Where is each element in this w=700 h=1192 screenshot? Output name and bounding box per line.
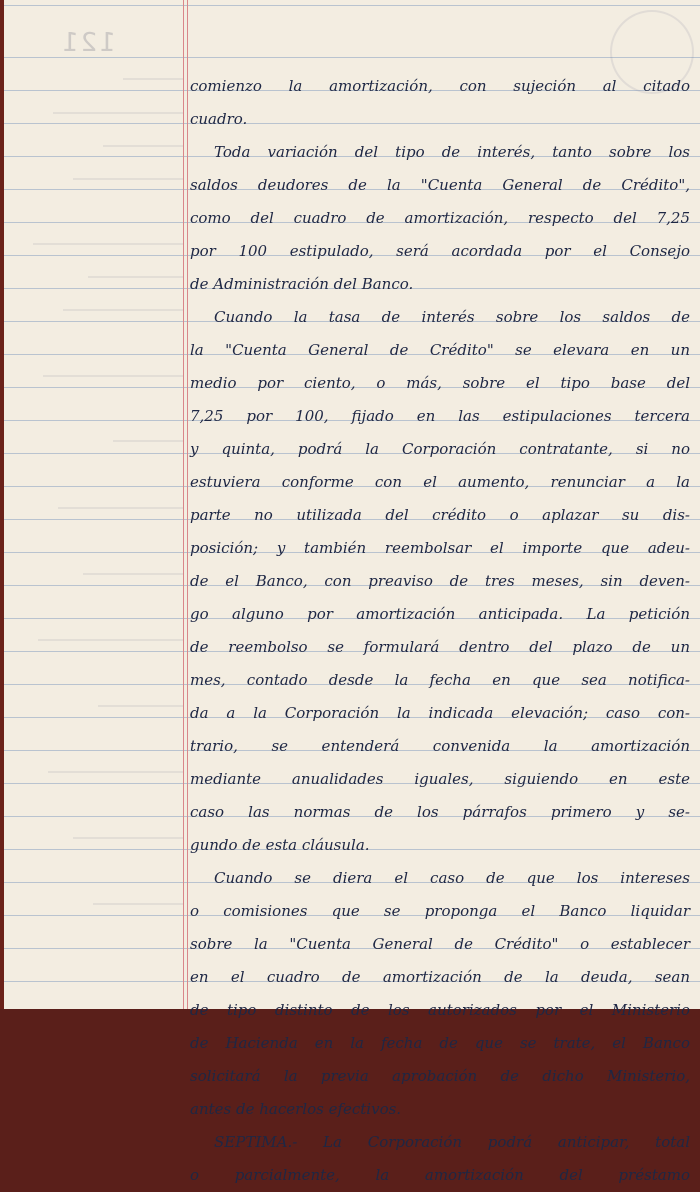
handwritten-text-block xyxy=(190,70,690,1192)
text-line: Cuando se diera el caso de que los intereses xyxy=(214,869,690,887)
text-line: por 100 estipulado, será acordada por el Consejo xyxy=(190,242,690,260)
text-line: como del cuadro de amortización, respecto del 7,25 xyxy=(190,209,690,227)
text-line: gundo de esta cláusula. xyxy=(190,836,370,854)
text-line: saldos deudores de la "Cuenta General de Crédito", xyxy=(190,176,690,194)
text-line: y quinta, podrá la Corporación contratante, si no xyxy=(190,440,690,458)
reverse-side-bleed-through xyxy=(0,0,183,1009)
text-line: de Hacienda en la fecha de que se trate, el Banco xyxy=(190,1034,690,1052)
text-line: o parcialmente, la amortización del préstamo xyxy=(190,1166,690,1184)
text-line: estuviera conforme con el aumento, renunciar a la xyxy=(190,473,690,491)
text-line: Cuando la tasa de interés sobre los saldos de xyxy=(214,308,690,326)
text-line: parte no utilizada del crédito o aplazar su dis- xyxy=(190,506,690,524)
text-line: antes de hacerlos efectivos. xyxy=(190,1100,402,1118)
text-line: posición; y también reembolsar el importe que adeu- xyxy=(190,539,690,557)
text-line: mes, contado desde la fecha en que sea notifica- xyxy=(190,671,690,689)
text-line: de tipo distinto de los autorizados por el Ministerio xyxy=(190,1001,690,1019)
text-line: SEPTIMA.- La Corporación podrá anticipar, total xyxy=(214,1133,690,1151)
text-line: en el cuadro de amortización de la deuda, sean xyxy=(190,968,690,986)
text-line: comienzo la amortización, con sujeción al citado xyxy=(190,77,690,95)
text-line: da a la Corporación la indicada elevación; caso con- xyxy=(190,704,690,722)
text-line: caso las normas de los párrafos primero y se- xyxy=(190,803,690,821)
text-line: cuadro. xyxy=(190,110,248,128)
text-line: medio por ciento, o más, sobre el tipo base del xyxy=(190,374,690,392)
page-number-bleed-through: 121 xyxy=(60,28,116,58)
text-line: la "Cuenta General de Crédito" se elevara en un xyxy=(190,341,690,359)
text-line: sobre la "Cuenta General de Crédito" o establecer xyxy=(190,935,690,953)
text-line: de el Banco, con preaviso de tres meses, sin deven- xyxy=(190,572,690,590)
text-line: o comisiones que se proponga el Banco liquidar xyxy=(190,902,690,920)
text-line: solicitará la previa aprobación de dicho Ministerio, xyxy=(190,1067,690,1085)
text-line: go alguno por amortización anticipada. La petición xyxy=(190,605,690,623)
margin-rule-right xyxy=(187,0,188,1009)
text-line: de reembolso se formulará dentro del plazo de un xyxy=(190,638,690,656)
text-line: 7,25 por 100, fijado en las estipulaciones tercera xyxy=(190,407,690,425)
text-line: mediante anualidades iguales, siguiendo en este xyxy=(190,770,690,788)
text-line: Toda variación del tipo de interés, tanto sobre los xyxy=(214,143,690,161)
text-line: de Administración del Banco. xyxy=(190,275,414,293)
margin-rule-left xyxy=(183,0,184,1009)
text-line: trario, se entenderá convenida la amortización xyxy=(190,737,690,755)
